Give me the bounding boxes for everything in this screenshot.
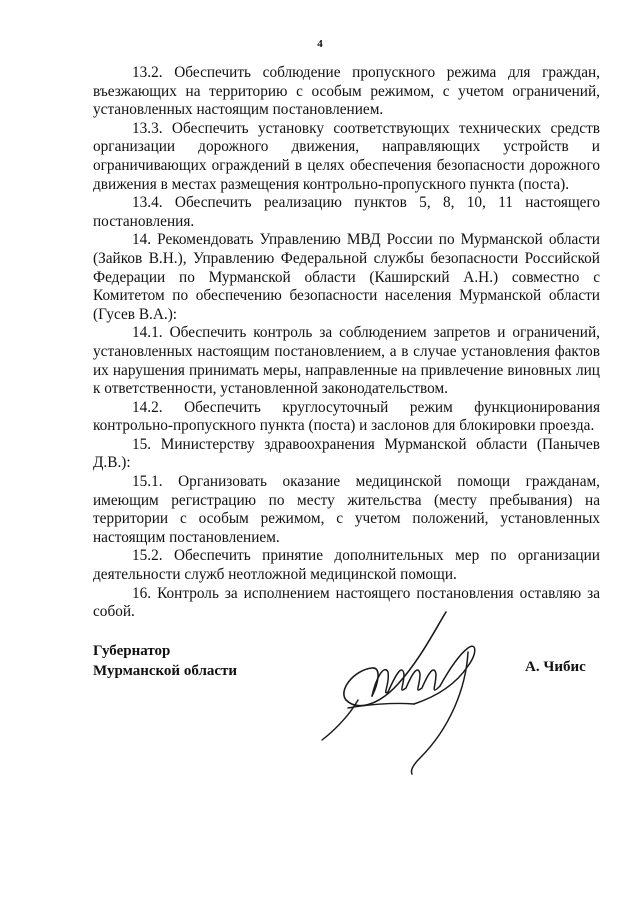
paragraph-15: 15. Министерству здравоохранения Мурманской области (Панычев Д.В.): bbox=[93, 435, 600, 472]
paragraph-13-4: 13.4. Обеспечить реализацию пунктов 5, 8, 10, 11 настоящего постановления. bbox=[93, 194, 600, 230]
signatory-name: А. Чибис bbox=[525, 659, 586, 675]
paragraph-14-1: 14.1. Обеспечить контроль за соблюдением запретов и ограничений, установленных настоящим постановлением, а в случае установления фактов их нарушения принимать меры, направленные на привлечение виновных лиц к ответственности, установленной законодательством. bbox=[93, 324, 600, 398]
paragraph-13-3: 13.3. Обеспечить установку соответствующих технических средств организации дорожного движения, направляющих устройств и ограничивающих ограждений в целях обеспечения безопасности дорожного движения в местах размещения контрольно-пропускного пункта (поста). bbox=[93, 119, 600, 193]
document-body bbox=[93, 64, 600, 622]
signatory-title-line2: Мурманской области bbox=[93, 663, 238, 679]
paragraph-14: 14. Рекомендовать Управлению МВД России по Мурманской области (Зайков В.Н.), Управлению Федеральной службы безопасности Российской Федерации по Мурманской области (Каширский А.Н.) совместно с Комитетом по обеспечению безопасности населения Мурманской области (Гусев В.А.): bbox=[93, 231, 600, 323]
paragraph-15-2: 15.2. Обеспечить принятие дополнительных мер по организации деятельности служб неотложной медицинской помощи. bbox=[93, 547, 600, 584]
handwritten-signature bbox=[318, 608, 498, 778]
signatory-title bbox=[93, 641, 237, 681]
signatory-title-line1: Губернатор bbox=[93, 643, 171, 659]
paragraph-15-1: 15.1. Организовать оказание медицинской помощи гражданам, имеющим регистрацию по месту жительства (месту пребывания) на территории с особым режимом, с учетом положений, установленных настоящим постановлением. bbox=[93, 473, 600, 546]
paragraph-13-2: 13.2. Обеспечить соблюдение пропускного режима для граждан, въезжающих на территорию с особым режимом, с учетом ограничений, установленных настоящим постановлением. bbox=[93, 64, 600, 119]
paragraph-16: 16. Контроль за исполнением настоящего постановления оставляю за собой. bbox=[93, 584, 600, 621]
page-number: 4 bbox=[317, 38, 323, 50]
paragraph-14-2: 14.2. Обеспечить круглосуточный режим функционирования контрольно-пропускного пункта (поста) и заслонов для блокировки проезда. bbox=[93, 398, 600, 435]
